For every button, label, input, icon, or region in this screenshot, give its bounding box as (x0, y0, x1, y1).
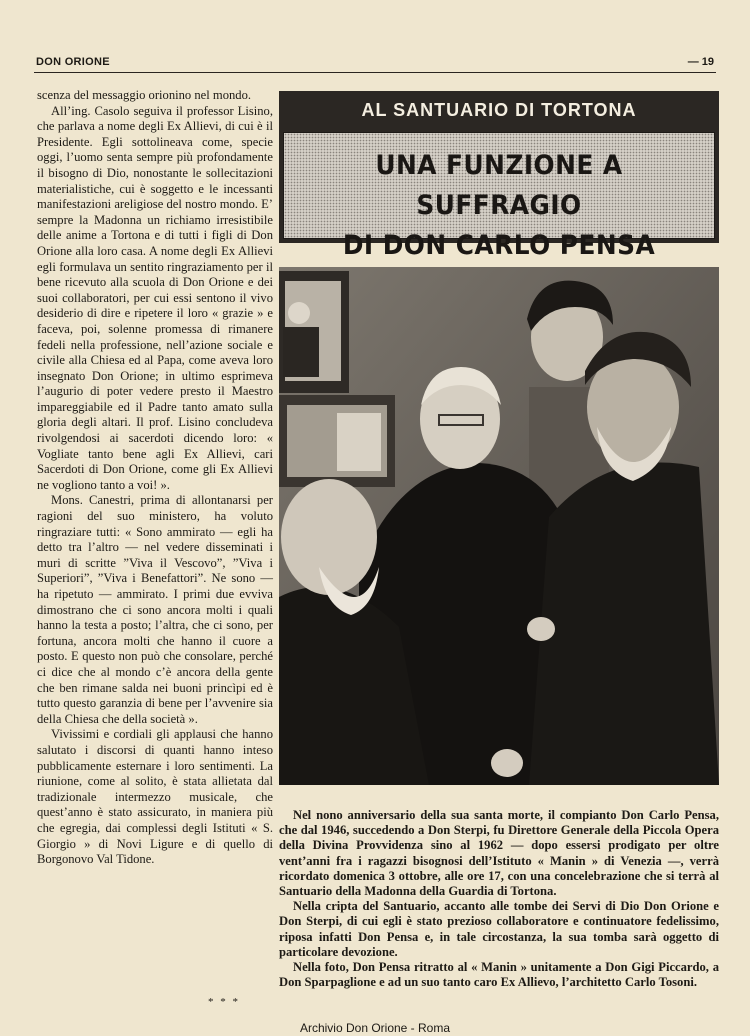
header-rule (34, 72, 716, 73)
archive-footer: Archivio Don Orione - Roma (299, 1021, 451, 1035)
hand (527, 617, 555, 641)
paragraph: All’ing. Casolo seguiva il professor Lisino, che parlava a nome degli Ex Allievi, di cui è il Presidente. Egli sottolineava come, specie oggi, l’uomo senta sempre più profondamente il bisogno di Dio, nonostante le sollecitazioni materialistiche, cui è soggetto e le incessanti manifestazioni areligiose del nostro mondo. E’ sempre la Madonna un richiamo irresistibile delle anime a Tortona e di tutti i figli di Don Orione alla loro casa. A nome degli Ex Allievi egli formulava un sentito ringraziamento per il bene ricevuto alla scuola di Don Orione e dei suoi collaboratori, per cui essi sentono il vivo desiderio di dire e ripetere il loro « grazie » e faceva, poi, solenne promessa di rimanere fedeli nella professione, nell’azione sociale e civile alla Chiesa ed al Papa, come aveva loro insegnato Don Orione; in ultimo esprimeva l’augurio di poter vedere presto il Maestro impareggiabile ed il Padre tanto amato sulla gloria degli altari. Il prof. Lisino concludeva rivolgendosi ai sacerdoti dicendo loro: « Vogliate tanto bene agli Ex Allievi, cari Sacerdoti di Don Orione, come gli Ex Allievi ne vogliono tanto a voi! ». (37, 103, 273, 492)
page-number: — 19 (687, 56, 714, 68)
article-headline (301, 146, 697, 266)
headline-line-1: UNA FUNZIONE A SUFFRAGIO (375, 150, 623, 221)
photo-illustration (279, 267, 719, 785)
left-text-column (37, 88, 273, 868)
caption-paragraph: Nel nono anniversario della sua santa morte, il compianto Don Carlo Pensa, che dal 1946, succedendo a Don Sterpi, fu Direttore Generale della Piccola Opera della Divina Provvidenza sino al 1962 — dopo essersi prodigato per oltre vent’anni fra i ragazzi bisognosi dell’Istituto « Manin » di Venezia —, verrà ricordato domenica 3 ottobre, alle ore 17, con una concelebrazione che si terrà al Santuario della Madonna della Guardia di Tortona. (279, 808, 719, 899)
group-photo (279, 267, 719, 785)
hand (491, 749, 523, 777)
end-mark: * * * (208, 996, 240, 1008)
headline-line-2: DI DON CARLO PENSA (342, 230, 656, 261)
article-kicker: AL SANTUARIO DI TORTONA (361, 100, 637, 120)
article-caption (279, 808, 719, 990)
paragraph: Vivissimi e cordiali gli applausi che hanno salutato i discorsi di quanti hanno inteso pubblicamente esternare i loro sentimenti. La riunione, come al solito, è stata allietata dal tradizionale intermezzo musicale, che quest’anno è stato assicurato, in maniera più che egregia, dai complessi degli Istituti « S. Giorgio » di Novi Ligure e di quello di Borgonovo Val Tidone. (37, 727, 273, 867)
paragraph: scenza del messaggio orionino nel mondo. (37, 88, 252, 102)
magazine-title: DON ORIONE (36, 56, 110, 68)
title-box (279, 91, 719, 261)
headline-panel (283, 132, 715, 261)
caption-paragraph: Nella foto, Don Pensa ritratto al « Manin » unitamente a Don Gigi Piccardo, a Don Sparpaglione e ad un suo tanto caro Ex Allievo, l’architetto Carlo Tosoni. (279, 960, 719, 990)
paragraph: Mons. Canestri, prima di allontanarsi per ragioni del suo ministero, ha voluto ringraziare tutti: « Sono ammirato — egli ha detto tra l’altro — nel vedere disseminati i muri di scritte ”Viva il Vescovo”, ”Viva i Superiori”, ”Viva i Benefattori”. Ne sono — ha ripetuto — ammirato. I primi due evviva dimostrano che ci sono ancora molti i quali hanno la testa a posto; l’altra, che ci sono, per fortuna, ancora molti che hanno il cuore a posto. E questo non può che consolare, perché ci dice che al mondo c’è ancora della gente che ben rimane salda nei buoni princìpi ed è tutto questo garanzia di bene per l’avvenire sia della Chiesa che della società ». (37, 493, 273, 726)
wall-portrait-frame (279, 271, 349, 393)
caption-paragraph: Nella cripta del Santuario, accanto alle tombe dei Servi di Dio Don Orione e Don Sterpi, di cui egli è stato prezioso collaboratore e continuatore fedelissimo, riposa infatti Don Pensa e, in tale circostanza, la sua tomba sarà oggetto di particolare devozione. (279, 899, 719, 959)
wall-picture-frame (279, 395, 395, 487)
